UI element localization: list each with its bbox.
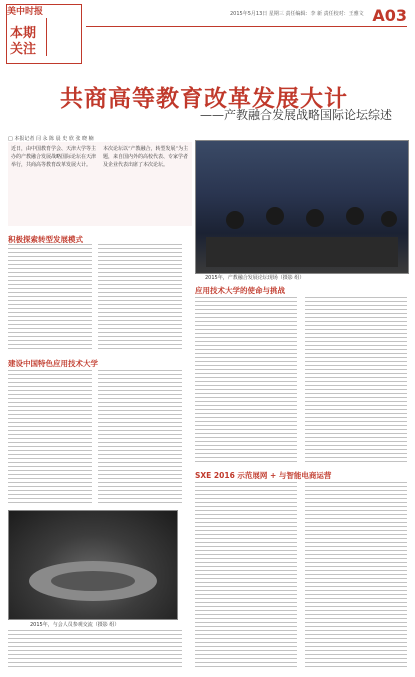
logo-divider [46, 18, 47, 56]
issue-meta: 2015年5月13日 星期三 责任编辑：李 新 责任校对：王雅文 [230, 11, 364, 17]
column-name: 本期关注 [10, 26, 37, 57]
body-text-column [8, 370, 92, 504]
body-text-column [8, 244, 92, 352]
photo-caption-1: 2015年，产教融合发展论坛现场（摄影 组） [205, 275, 305, 281]
headline: 共商高等教育改革发展大计 [60, 85, 348, 112]
body-text-column [195, 482, 297, 670]
body-text-column [305, 482, 407, 670]
byline: □ 本报记者 闫 永 陈 晨 史 欣 张 晓 楠 [8, 136, 94, 142]
section-heading-2: 建设中国特色应用技术大学 [8, 359, 98, 368]
meeting-photo [8, 510, 178, 620]
newspaper-logo: 美中时报 [7, 7, 44, 17]
body-text-column [8, 630, 182, 670]
page-header [0, 0, 415, 70]
section-heading-1: 积极探索转型发展模式 [8, 235, 83, 244]
lead-paragraph-1: 近日，由中国教育学会、天津大学等主办的产教融合发展战略国际论坛在天津举行，共商高等教育改革发展大计。 [8, 142, 100, 226]
body-text-column [305, 297, 407, 465]
header-rule [86, 26, 407, 27]
conference-photo [195, 140, 409, 274]
photo-caption-2: 2015年，与会人员参观交流（摄影 组） [30, 622, 120, 628]
section-heading-4: SXE 2016 示范展网 + 与智能电商运营 [195, 471, 332, 480]
lead-paragraph-2: 本次论坛以“产教融合，转型发展”为主题，来自国内外的高校代表、专家学者及企业代表出席了本次论坛。 [100, 142, 192, 226]
body-text-column [195, 297, 297, 465]
subheadline: ——产教融合发展战略国际论坛综述 [200, 108, 393, 122]
body-text-column [98, 370, 182, 504]
section-heading-3: 应用技术大学的使命与挑战 [195, 286, 285, 295]
page-number: A03 [372, 6, 407, 25]
body-text-column [98, 244, 182, 352]
